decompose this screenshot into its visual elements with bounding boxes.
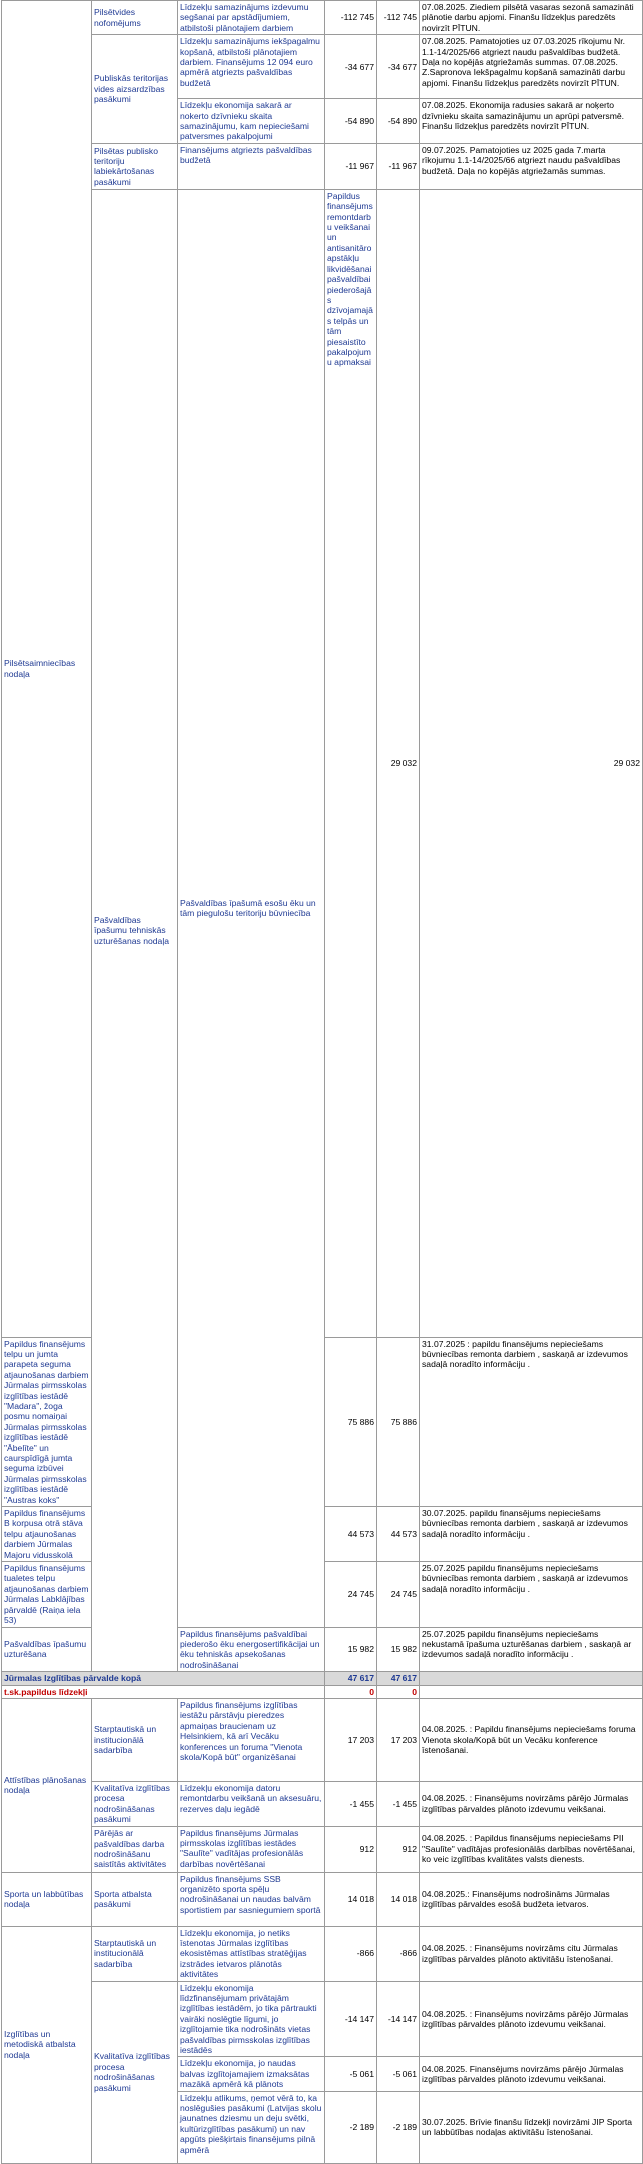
description-cell: Līdzekļu ekonomija sakarā ar nokerto dzīvnieku skaita samazinājumu, kam nepieciešami patversmes pakalpojumi (178, 99, 325, 144)
note-cell: 04.08.2025. : Finansējums novirzāms pārējo Jūrmalas izglītības pārvaldes plānoto izdevumu veikšanai. (420, 1981, 643, 2057)
department-cell: Sporta un labbūtības nodaļa (2, 1872, 92, 1926)
amount-cell: -1 455 (325, 1781, 377, 1826)
program-cell: Pašvaldības īpašumā esošu ēku un tām piegulošu teritoriju būvniecība (178, 189, 325, 1627)
table-row (2, 1781, 643, 1826)
description-cell: Papildus finansējums remontdarbu veikšanai un antisanitāro apstākļu likvidēšanai pašvaldībai piederošajās dzīvojamajās telpās un tām piesaistīto pakalpojumu apmaksai (325, 189, 377, 1337)
amount-cell: 15 982 (325, 1627, 377, 1672)
note-cell: 07.08.2025. Pamatojoties uz 07.03.2025 rīkojumu Nr. 1.1-14/2025/66 atgriezt naudu pašvaldības budžetā. Daļa no kopējās atgriežamās summas. 07.08.2025. Z.Sapronova Iekšpagalmu kopšanā samazināti darbu apjomi. Finanšu līdzekļus paredzēts novirzīt PĪTUN. (420, 35, 643, 99)
table-row (2, 1698, 643, 1781)
table-row (2, 189, 643, 1337)
summary-amount: 47 617 (325, 1672, 377, 1685)
note-cell: 31.07.2025 : papildu finansējums nepieciešams būvniecības remonta darbiem , saskaņā ar izdevumos sadaļā noradīto informāciju . (420, 1337, 643, 1507)
amount-cell: -112 745 (325, 1, 377, 35)
amount-cell: -11 967 (377, 143, 420, 189)
note-cell: 25.07.2025 papildu finansējums nepieciešams nekustamā īpašuma uzturēšanas darbiem , saskaņā ar izdevumos sadaļā noradīto informāciju . (420, 1627, 643, 1672)
amount-cell: 29 032 (377, 189, 420, 1337)
table-row (2, 1872, 643, 1926)
amount-cell: -2 189 (377, 2091, 420, 2163)
amount-cell: -5 061 (377, 2057, 420, 2091)
program-cell: Kvalitatīva izglītības procesa nodrošināšanas pasākumi (92, 1781, 178, 1826)
description-cell: Papildus finansējums B korpusa otrā stāva telpu atjaunošanas darbiem Jūrmalas Majoru vidusskolā (2, 1507, 92, 1562)
table-row (2, 1926, 643, 1981)
note-cell: 04.08.2025. : Papildus finansējums nepieciešams PII "Saulīte" vadītājas profesionālās darbības novērtēšanai, ko veic izglītības kvalitātes valsts dienests. (420, 1826, 643, 1872)
amount-cell: -34 677 (325, 35, 377, 99)
amount-cell: 17 203 (325, 1698, 377, 1781)
table-row (2, 35, 643, 99)
amount-cell: 44 573 (377, 1507, 420, 1562)
amount-cell: 17 203 (377, 1698, 420, 1781)
note-cell: 07.08.2025. Ziediem pilsētā vasaras sezonā samazināti plānotie darbu apjomi. Finanšu līdzekļus paredzēts novirzīt PĪTUN. (420, 1, 643, 35)
program-cell: Pašvaldības īpašumu uzturēšana (2, 1627, 92, 1672)
additional-funds-empty (420, 1685, 643, 1698)
amount-cell: 75 886 (377, 1337, 420, 1507)
amount-cell: 912 (325, 1826, 377, 1872)
amount-cell: -112 745 (377, 1, 420, 35)
amount-cell: -54 890 (325, 99, 377, 144)
description-cell: Līdzekļu ekonomija, jo naudas balvas izglītojamajiem izmaksātas mazākā apmērā kā plānots (178, 2057, 325, 2091)
summary-label: Jūrmalas Izglītības pārvalde kopā (2, 1672, 325, 1685)
description-cell: Līdzekļu ekonomija līdzfinansējumam privātajām izglītības iestādēm, jo tika pārtraukti vairāki noslēgtie līgumi, jo izglītojamie tika nodrošināts vietas pašvaldības pirmsskolas izglītības iestādēs (178, 1981, 325, 2057)
description-cell: Finansējums atgriezts pašvaldības budžetā (178, 143, 325, 189)
description-cell: Līdzekļu ekonomija, jo netiks īstenotas Jūrmalas izglītības ekosistēmas attīstības stratēģijas izstrādes ietvaros plānotās aktivitātes (178, 1926, 325, 1981)
amount-cell: -866 (325, 1926, 377, 1981)
description-cell: Līdzekļu ekonomija datoru remontdarbu veikšanā un aksesuāru, rezerves daļu iegādē (178, 1781, 325, 1826)
amount-cell: -2 189 (325, 2091, 377, 2163)
note-cell: 07.08.2025. Ekonomija radusies sakarā ar noķerto dzīvnieku skaita samazinājumu un aprūpi patversmē. Finanšu līdzekļus paredzēts novirzīt PĪTUN. (420, 99, 643, 144)
amount-cell: 912 (377, 1826, 420, 1872)
program-cell: Pārējās ar pašvaldības darba nodrošināšanu saistītās aktivitātes (92, 1826, 178, 1872)
amount-cell: 15 982 (377, 1627, 420, 1672)
amount-cell: 29 032 (420, 189, 643, 1337)
description-cell: Papildus finansējums Jūrmalas pirmsskolas izglītības iestādes "Saulīte" vadītājas profesionālās darbības novērtēšanai (178, 1826, 325, 1872)
amount-cell: -34 677 (377, 35, 420, 99)
amount-cell: 75 886 (325, 1337, 377, 1507)
description-cell: Papildus finansējums telpu un jumta parapeta seguma atjaunošanas darbiem Jūrmalas pirmsskolas izglītības iestādē "Madara", žoga posmu nomaiņai Jūrmalas pirmsskolas izglītības iestādē "Ābelīte" un caurspīdīgā jumta seguma izbūvei Jūrmalas pirmsskolas izglītības iestādē "Austras koks" (2, 1337, 92, 1507)
note-cell: 09.07.2025. Pamatojoties uz 2025 gada 7.marta rīkojumu 1.1-14/2025/66 atgriezt naudu pašvaldības budžetā. Daļa no kopējās atgriežamās summas. (420, 143, 643, 189)
amount-cell: -1 455 (377, 1781, 420, 1826)
amount-cell: -11 967 (325, 143, 377, 189)
program-cell: Pilsētas publisko teritoriju labiekārtošanas pasākumi (92, 143, 178, 189)
description-cell: Līdzekļu samazinājums izdevumu segšanai par apstādījumiem, atbilstoši plānotajiem darbiem (178, 1, 325, 35)
department-cell: Attīstības plānošanas nodaļa (2, 1698, 92, 1872)
description-cell: Papildus finansējums izglītības iestāžu pārstāvju pieredzes apmaiņas braucienam uz Helsinkiem, kā arī Vecāku konferences un foruma "Vienota skola/Kopā būt" organizēšanai (178, 1698, 325, 1781)
table-row (2, 1, 643, 35)
program-cell: Starptautiskā un institucionālā sadarbība (92, 1698, 178, 1781)
department-cell: Izglītības un metodiskā atbalsta nodaļa (2, 1926, 92, 2163)
description-cell: Papildus finansējums SSB organizēto sporta spēļu nodrošināšanai un naudas balvām sportistiem par sasniegumiem sportā (178, 1872, 325, 1926)
amount-cell: 24 745 (325, 1562, 377, 1627)
table-row (2, 1981, 643, 2057)
amount-cell: 24 745 (377, 1562, 420, 1627)
program-cell: Pilsētvides nofomējums (92, 1, 178, 35)
additional-funds-amount: 0 (377, 1685, 420, 1698)
program-cell: Publiskās teritorijas vides aizsardzības pasākumi (92, 35, 178, 144)
program-cell: Starptautiskā un institucionālā sadarbība (92, 1926, 178, 1981)
amount-cell: 44 573 (325, 1507, 377, 1562)
amount-cell: -5 061 (325, 2057, 377, 2091)
amount-cell: 14 018 (325, 1872, 377, 1926)
note-cell: 30.07.2025. Brīvie finanšu līdzekļi novirzāmi JIP Sporta un labbūtības nodaļas aktivitāšu īstenošanai. (420, 2091, 643, 2163)
department-cell: Pilsētsaimniecības nodaļa (2, 1, 92, 1338)
amount-cell: -14 147 (325, 1981, 377, 2057)
description-cell: Papildus finansējums pašvaldībai piederošo ēku energosertifikācijai un ēku tehniskās apsekošanas nodrošināšanai (178, 1627, 325, 1672)
additional-funds-amount: 0 (325, 1685, 377, 1698)
department-cell: Pašvaldības īpašumu tehniskās uzturēšanas nodaļa (92, 189, 178, 1671)
note-cell: 25.07.2025 papildu finansējums nepieciešams būvniecības remonta darbiem , saskaņā ar izdevumos sadaļā noradīto informāciju . (420, 1562, 643, 1627)
amount-cell: -14 147 (377, 1981, 420, 2057)
description-cell: Līdzekļu samazinājums iekšpagalmu kopšanā, atbilstoši plānotajiem darbiem. Finansējums 12 094 euro apmērā atgriezts pašvaldības budžetā (178, 35, 325, 99)
budget-table (1, 0, 643, 2164)
note-cell: 30.07.2025. papildu finansējums nepieciešams būvniecības remonta darbiem , saskaņā ar izdevumos sadaļā noradīto informāciju . (420, 1507, 643, 1562)
description-cell: Papildus finansējums tualetes telpu atjaunošanas darbiem Jūrmalas Labklājības pārvaldē (Raiņa iela 53) (2, 1562, 92, 1627)
amount-cell: 14 018 (377, 1872, 420, 1926)
summary-amount: 47 617 (377, 1672, 420, 1685)
note-cell: 04.08.2025.: Finansējums nodrošināms Jūrmalas izglītības pārvaldes esošā budžeta ietvaros. (420, 1872, 643, 1926)
note-cell: 04.08.2025. : Finansējums novirzāms citu Jūrmalas izglītības pārvaldes plānoto aktivitāšu īstenošanai. (420, 1926, 643, 1981)
summary-row (2, 1672, 643, 1685)
program-cell: Kvalitatīva izglītības procesa nodrošināšanas pasākumi (92, 1981, 178, 2163)
program-cell: Sporta atbalsta pasākumi (92, 1872, 178, 1926)
description-cell: Līdzekļu atlikums, ņemot vērā to, ka noslēgušies pasākumi (Latvijas skolu jaunatnes dziesmu un deju svētki, kultūrizglītības pasākumi) un nav apgūts piešķirtais finansējums pilnā apmērā (178, 2091, 325, 2163)
note-cell: 04.08.2025. : Papildu finansējums nepieciešams foruma Vienota skola/Kopā būt un Vecāku konference īstenošanai. (420, 1698, 643, 1781)
additional-funds-label: t.sk.papildus līdzekļi (2, 1685, 325, 1698)
amount-cell: -866 (377, 1926, 420, 1981)
amount-cell: -54 890 (377, 99, 420, 144)
table-row (2, 143, 643, 189)
note-cell: 04.08.2025. : Finansējums novirzāms pārējo Jūrmalas izglītības pārvaldes plānoto izdevumu veikšanai. (420, 1781, 643, 1826)
table-row (2, 1826, 643, 1872)
additional-funds-row (2, 1685, 643, 1698)
summary-empty (420, 1672, 643, 1685)
note-cell: 04.08.2025. Finansējums novirzāms pārējo Jūrmalas izglītības pārvaldes plānoto izdevumu veikšanai. (420, 2057, 643, 2091)
